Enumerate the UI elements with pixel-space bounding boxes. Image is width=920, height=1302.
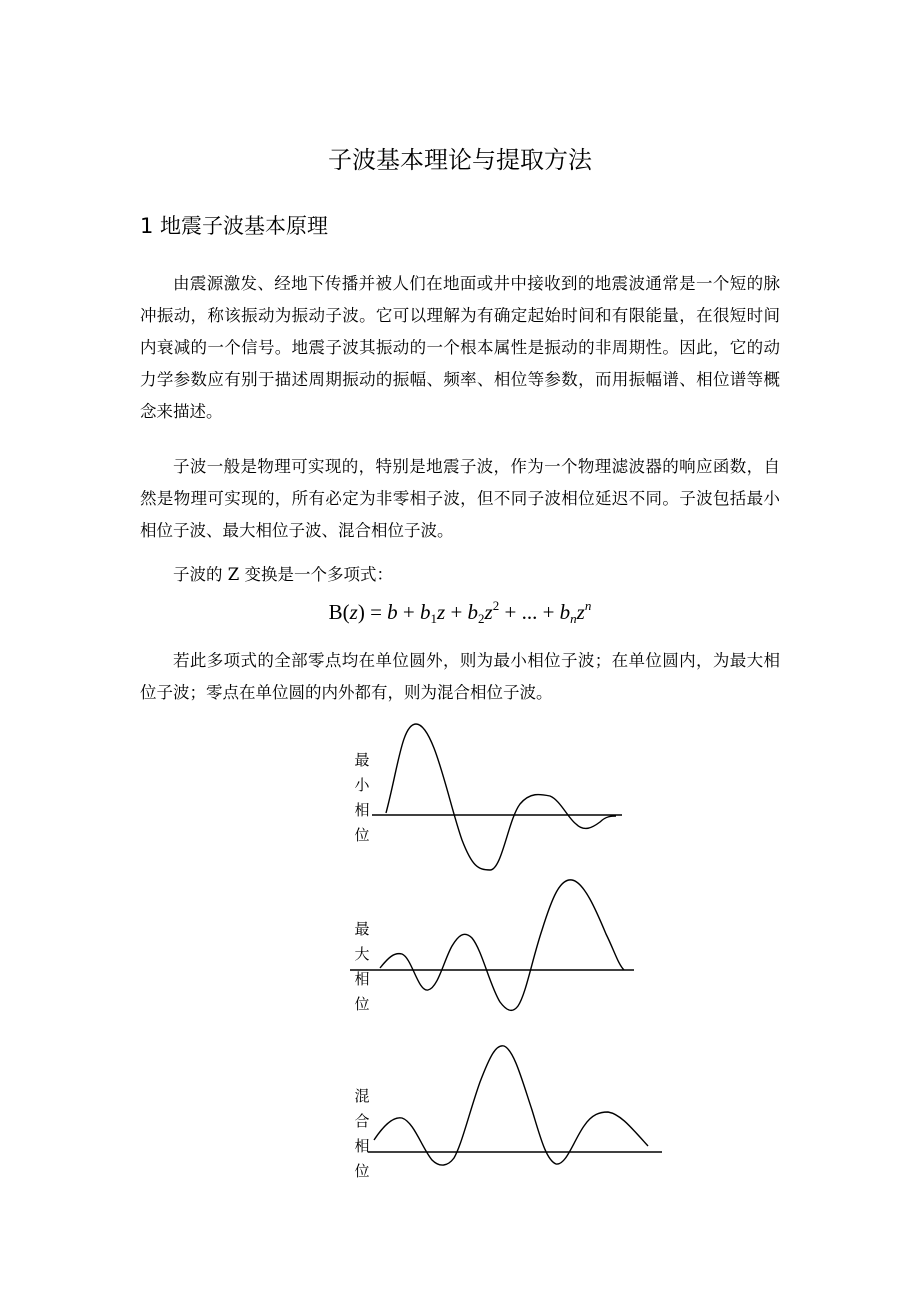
paragraph-z-transform-intro: 子波的 Z 变换是一个多项式： [173, 565, 393, 584]
mixed-phase-wavelet [374, 1046, 648, 1165]
max-phase-wavelet [380, 880, 624, 1010]
document-title: 子波基本理论与提取方法 [328, 146, 592, 174]
mixed-phase-label: 混 合 相 位 [354, 1087, 370, 1180]
min-phase-label: 最 小 相 位 [354, 751, 370, 844]
paragraph-phase-classification: 若此多项式的全部零点均在单位圆外，则为最小相位子波；在单位圆内，为最大相位子波；零点在单位圆的内外都有，则为混合相位子波。 [140, 651, 780, 702]
z-transform-formula: $B(z) = b + b_1z + b_2z^2$ + ... + $b_nz^n$ [328, 598, 592, 626]
section-heading: 1 地震子波基本原理 [140, 214, 329, 238]
min-phase-wavelet [386, 724, 616, 870]
max-phase-label: 最 大 相 位 [354, 920, 370, 1013]
paragraph-wavelet-types: 子波一般是物理可实现的，特别是地震子波，作为一个物理滤波器的响应函数，自然是物理可实现的，所有必定为非零相子波，但不同子波相位延迟不同。子波包括最小相位子波、最大相位子波、混合相位子波。 [140, 457, 780, 540]
paragraph-wavelet-definition: 由震源激发、经地下传播并被人们在地面或井中接收到的地震波通常是一个短的脉冲振动，称该振动为振动子波。它可以理解为有确定起始时间和有限能量，在很短时间内衰减的一个信号。地震子波其振动的一个根本属性是振动的非周期性。因此，它的动力学参数应有别于描述周期振动的振幅、频率、相位等参数，而用振幅谱、相位谱等概念来描述。 [140, 274, 780, 421]
